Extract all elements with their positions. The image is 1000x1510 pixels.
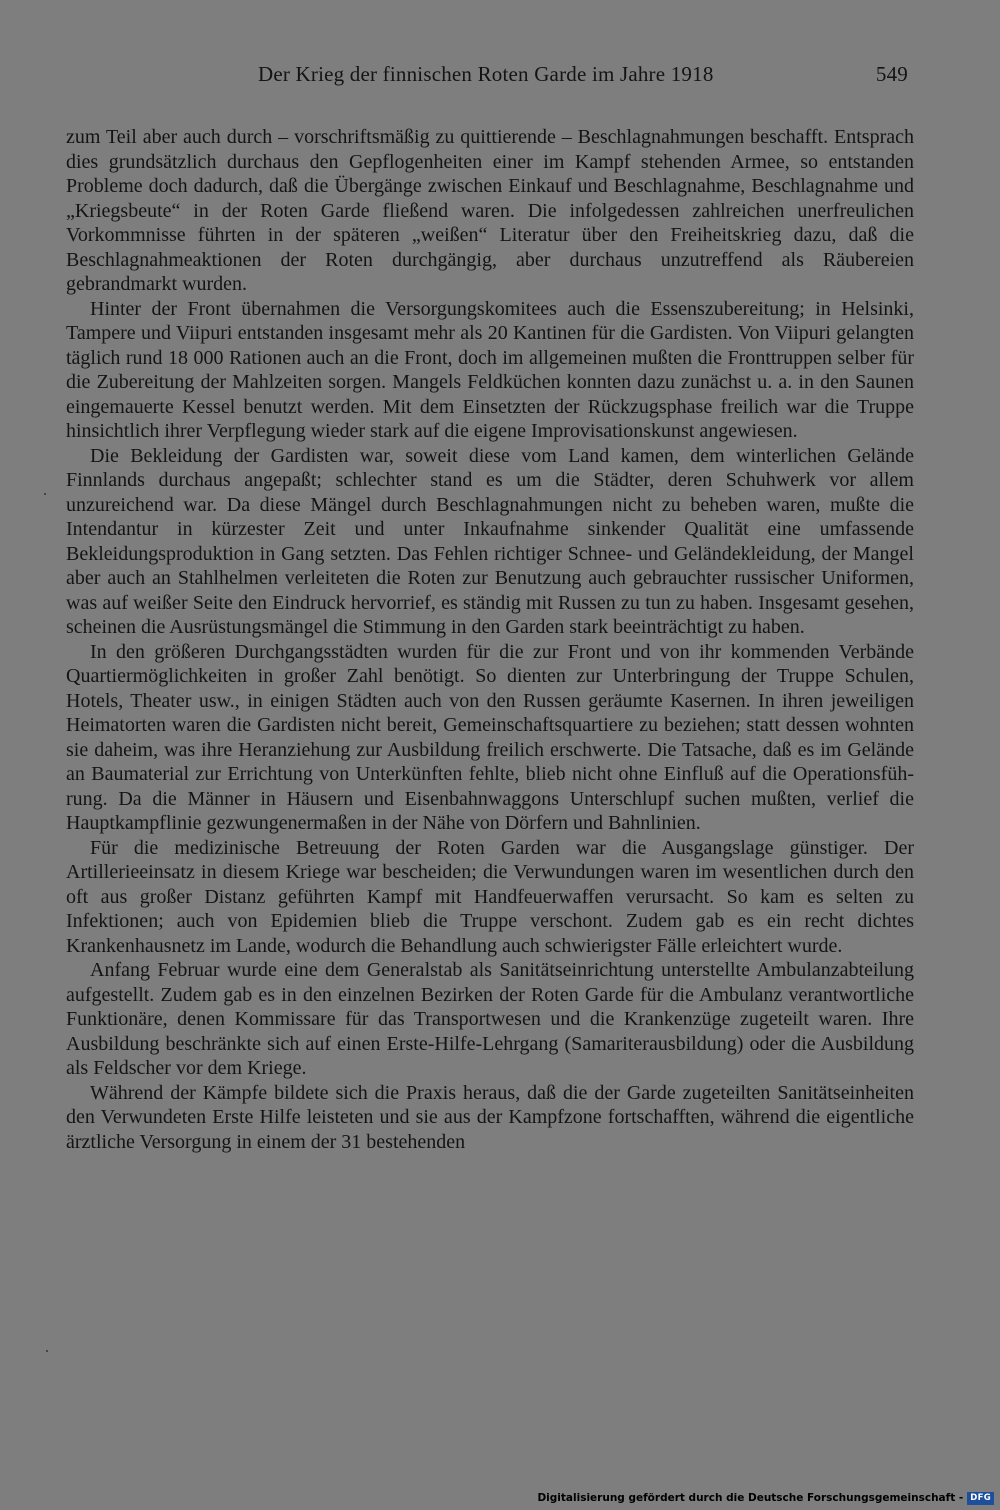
scan-speck — [46, 1350, 48, 1352]
paragraph-4: In den größeren Durchgangsstädten wurden für die zur Front und von ihr kommenden Verbände Quartiermöglichkeiten in großer Zahl benötigt. So dienten zur Unterbringung der Truppe Schulen, Hotels, Theater usw., in einigen Städten auch von den Russen geräumte Kasernen. In ihren jeweiligen Heimatorten waren die Gardisten nicht bereit, Gemeinschaftsquartiere zu beziehen; statt dessen wohnten sie daheim, was ihre Heranziehung zur Ausbildung freilich erschwerte. Die Tatsache, daß es im Gelände an Baumaterial zur Errichtung von Unterkünften fehlte, blieb nicht ohne Einfluß auf die Operationsführung. Da die Männer in Häusern und Eisenbahnwaggons Unterschlupf suchen mußten, verlief die Hauptkampflinie gezwungenermaßen in der Nähe von Dörfern und Bahnlinien. — [66, 640, 914, 834]
page-header — [66, 62, 914, 92]
digitization-footer — [537, 1490, 994, 1506]
paragraph-1: zum Teil aber auch durch – vorschriftsmäßig zu quittierende – Beschlagnahmungen beschafft. Entsprach dies grundsätzlich durchaus den Gepflogenheiten einer im Kampf stehenden Armee, so entstanden Probleme doch dadurch, daß die Übergänge zwischen Einkauf und Beschlagnahme, Beschlagnahme und „Kriegsbeute“ in der Roten Garde fließend waren. Die infolgedessen zahlreichen unerfreulichen Vorkommnisse führten in der späteren „weißen“ Literatur über den Freiheitskrieg dazu, daß die Beschlagnahmeaktionen der Roten durchgängig, aber durchaus unzutreffend als Räubereien gebrandmarkt wurden. — [66, 126, 914, 295]
paragraph-3: Die Bekleidung der Gardisten war, soweit diese vom Land kamen, dem winterlichen Gelände Finnlands durchaus angepaßt; schlechter stand es um die Städter, deren Schuhwerk vor allem unzureichend war. Da diese Mängel durch Beschlagnahmungen nicht zu beheben waren, mußte die Intendantur in kürzester Zeit und unter Inkaufnahme sinkender Qualität eine umfassende Bekleidungsproduktion in Gang setzten. Das Fehlen richtiger Schnee- und Geländekleidung, der Mangel aber auch an Stahlhelmen verleiteten die Roten zur Benutzung auch gebrauchter russischer Uniformen, was auf weißer Seite den Eindruck hervorrief, es ständig mit Russen zu tun zu haben. Insgesamt gesehen, scheinen die Ausrüstungsmängel die Stimmung in den Garden stark beeinträchtigt zu haben. — [66, 444, 914, 638]
body-text — [66, 125, 914, 1154]
paragraph-5: Für die medizinische Betreuung der Roten Garden war die Ausgangslage günstiger. Der Artillerieeinsatz in diesem Kriege war bescheiden; die Verwundungen waren im wesentlichen durch den oft aus großer Distanz geführten Kampf mit Handfeuerwaffen verursacht. So kam es selten zu Infektionen; auch von Epidemien blieb die Truppe verschont. Zudem gab es ein recht dichtes Krankenhausnetz im Lande, wodurch die Behandlung auch schwierigster Fälle erleichtert wurde. — [66, 836, 914, 957]
page-number: 549 — [875, 62, 908, 86]
scan-speck — [44, 493, 46, 495]
paragraph-6: Anfang Februar wurde eine dem Generalstab als Sanitätseinrichtung unterstellte Ambulanzabteilung aufgestellt. Zudem gab es in den einzelnen Bezirken der Roten Garde für die Ambulanz verantwortliche Funktionäre, denen Kommissare für das Transportwesen und die Krankenzüge zugeteilt waren. Ihre Ausbildung beschränkte sich auf einen Erste-Hilfe-Lehrgang (Samariterausbildung) oder die Ausbildung als Feldscher vor dem Kriege. — [66, 959, 914, 1079]
paragraph-7: Während der Kämpfe bildete sich die Praxis heraus, daß die der Garde zugeteilten Sanitätseinheiten den Verwundeten Erste Hilfe leisteten und sie aus der Kampfzone fortschafften, während die eigentliche ärztliche Versorgung in einem der 31 bestehenden — [66, 1081, 914, 1153]
paragraph-2: Hinter der Front übernahmen die Versorgungskomitees auch die Essenszubereitung; in Helsinki, Tampere und Viipuri entstanden insgesamt mehr als 20 Kantinen für die Gardisten. Von Viipuri gelangten täglich rund 18 000 Rationen auch an die Front, doch im allgemeinen mußten die Fronttruppen selber für die Zubereitung der Mahlzeiten sorgen. Mangels Feldküchen konnten dazu zunächst u. a. in den Saunen eingemauerte Kessel benutzt werden. Mit dem Einsetzten der Rückzugsphase freilich war die Truppe hinsichtlich ihrer Verpflegung wieder stark auf die eigene Improvisationskunst angewiesen. — [66, 297, 914, 442]
dfg-logo-icon: DFG — [967, 1492, 994, 1505]
digitization-credit: Digitalisierung gefördert durch die Deutsche Forschungsgemeinschaft - — [537, 1492, 964, 1504]
running-title: Der Krieg der finnischen Roten Garde im Jahre 1918 — [258, 62, 714, 86]
